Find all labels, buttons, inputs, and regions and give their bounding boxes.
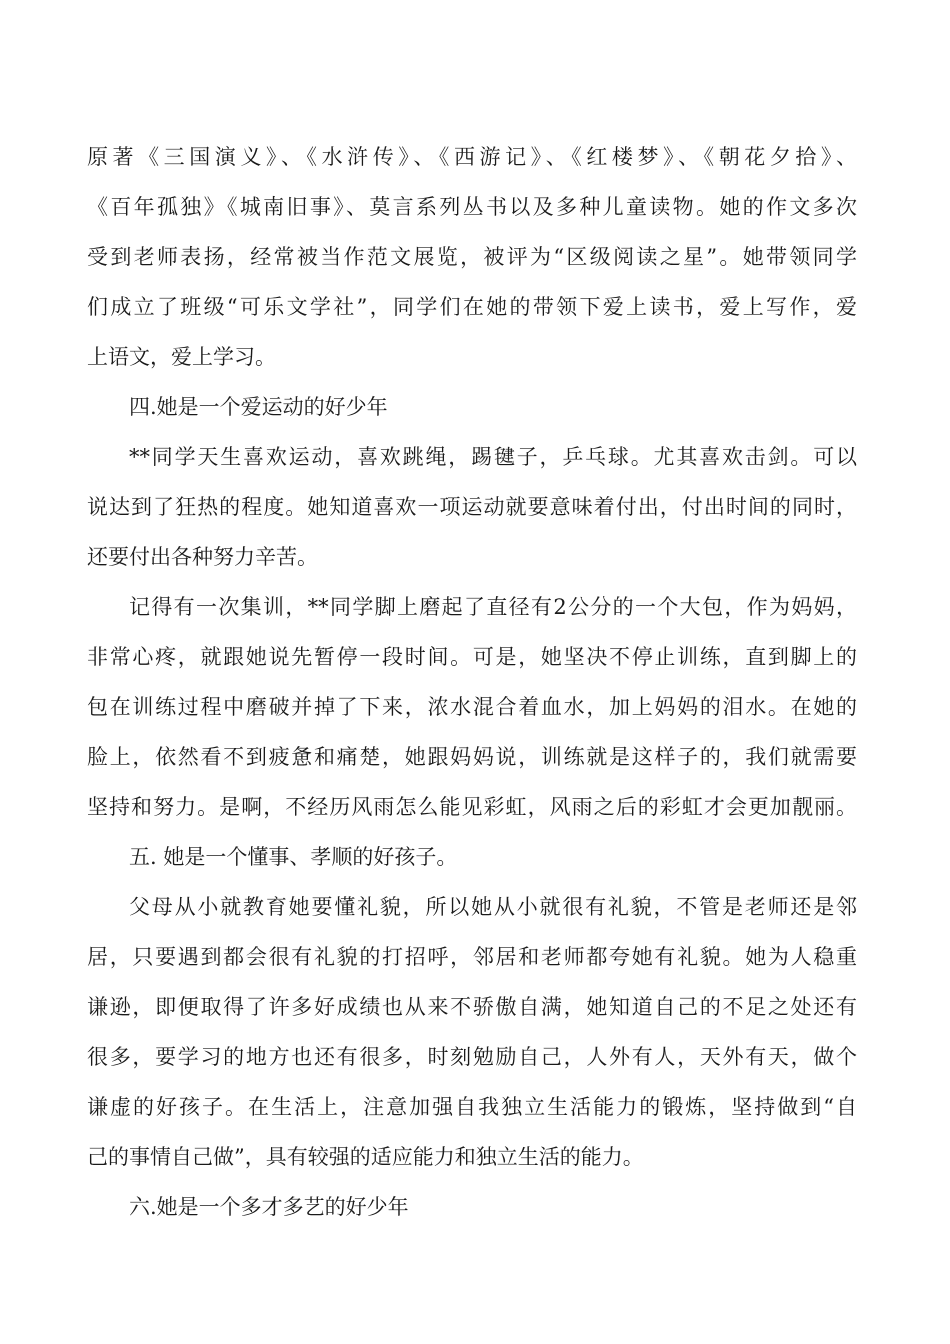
text-line: 父母从小就教育她要懂礼貌，所以她从小就很有礼貌，不管是老师还是邻 (129, 895, 857, 919)
text-line: 脸上，依然看不到疲惫和痛楚，她跟妈妈说，训练就是这样子的，我们就需要 (87, 745, 857, 769)
text-line: 上语文，爱上学习。 (87, 345, 276, 369)
text-line: **同学天生喜欢运动，喜欢跳绳，踢毽子，乒乓球。尤其喜欢击剑。可以 (129, 445, 857, 469)
text-line: 包在训练过程中磨破并掉了下来，浓水混合着血水，加上妈妈的泪水。在她的 (87, 695, 857, 719)
text-line: 们成立了班级“可乐文学社”，同学们在她的带领下爱上读书，爱上写作，爱 (87, 295, 857, 319)
document-body (87, 132, 857, 1232)
text-line: 坚持和努力。是啊，不经历风雨怎么能见彩虹，风雨之后的彩虹才会更加靓丽。 (87, 795, 857, 819)
text-line: 说达到了狂热的程度。她知道喜欢一项运动就要意味着付出，付出时间的同时， (87, 495, 857, 519)
text-line: 记得有一次集训，**同学脚上磨起了直径有2公分的一个大包，作为妈妈， (129, 595, 857, 619)
text-line: 非常心疼，就跟她说先暂停一段时间。可是，她坚决不停止训练，直到脚上的 (87, 645, 857, 669)
text-line: 《百年孤独》《城南旧事》、莫言系列丛书以及多种儿童读物。她的作文多次 (87, 195, 857, 219)
text-line: 受到老师表扬，经常被当作范文展览，被评为“区级阅读之星”。她带领同学 (87, 245, 857, 269)
text-line: 谦逊，即便取得了许多好成绩也从来不骄傲自满，她知道自己的不足之处还有 (87, 995, 857, 1019)
section-heading: 四.她是一个爱运动的好少年 (129, 395, 388, 419)
text-line: 很多，要学习的地方也还有很多，时刻勉励自己，人外有人，天外有天，做个 (87, 1045, 857, 1069)
section-heading: 六.她是一个多才多艺的好少年 (129, 1195, 409, 1219)
text-line: 己的事情自己做”，具有较强的适应能力和独立生活的能力。 (87, 1145, 644, 1169)
section-heading: 五. 她是一个懂事、孝顺的好孩子。 (129, 845, 458, 869)
text-line: 还要付出各种努力辛苦。 (87, 545, 318, 569)
text-line: 谦虚的好孩子。在生活上，注意加强自我独立生活能力的锻炼，坚持做到“自 (87, 1095, 857, 1119)
text-line: 原著《三国演义》、《水浒传》、《西游记》、《红楼梦》、《朝花夕拾》、 (87, 145, 857, 169)
text-line: 居，只要遇到都会很有礼貌的打招呼，邻居和老师都夸她有礼貌。她为人稳重 (87, 945, 857, 969)
